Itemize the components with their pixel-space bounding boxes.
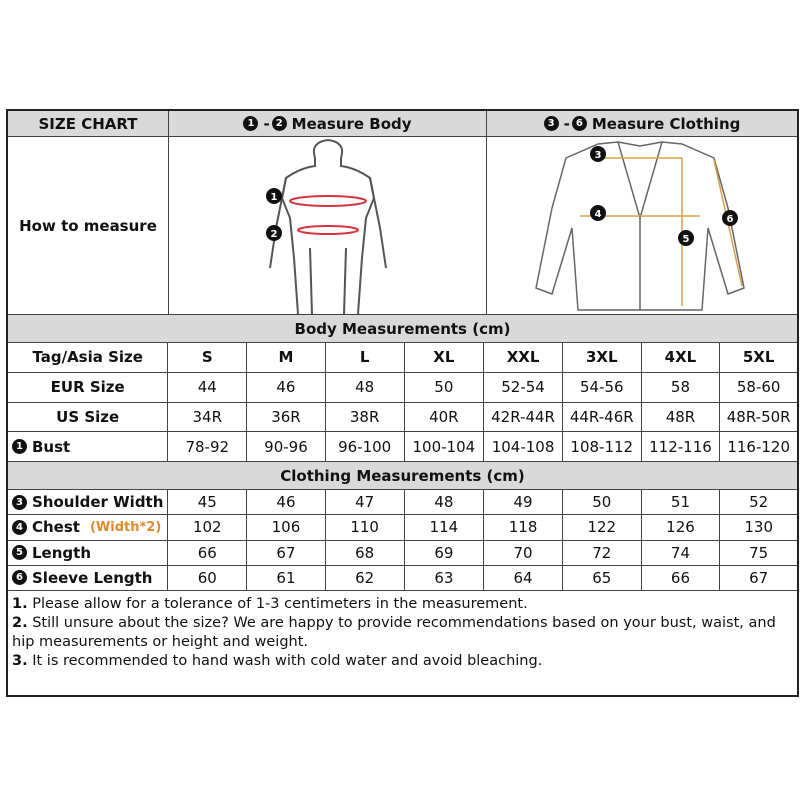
range-separator: -: [263, 114, 270, 133]
table-cell: 48R-50R: [726, 407, 791, 426]
body-diagram: [169, 137, 487, 314]
number-badge-icon: 4: [12, 520, 27, 535]
table-cell: 65: [563, 566, 642, 590]
table-cell: 44R-46R: [563, 403, 642, 432]
table-cell: 69: [405, 541, 485, 565]
table-cell: S: [168, 343, 247, 372]
table-row: [8, 566, 797, 591]
row-label: [8, 343, 168, 372]
table-cell: 58: [642, 373, 721, 402]
row-label: [8, 373, 168, 402]
table-cell: 122: [563, 515, 642, 539]
badge-3-shoulder-text: 3: [594, 149, 602, 161]
table-cell: XL: [405, 343, 485, 372]
table-cell: 44: [168, 373, 247, 402]
row-label-text: Bust: [32, 437, 71, 456]
note-3-text: It is recommended to hand wash with cold water and avoid bleaching.: [27, 653, 543, 669]
row-label: [8, 403, 168, 432]
note-1: [12, 595, 793, 614]
table-cell: M: [247, 343, 326, 372]
table-cell: 108-112: [563, 432, 642, 461]
table-row: [8, 490, 797, 515]
table-cell: XXL: [484, 343, 563, 372]
note-1-text: Please allow for a tolerance of 1-3 centimeters in the measurement.: [27, 596, 528, 612]
table-cell: 70: [484, 541, 563, 565]
table-cell: 38R: [326, 403, 405, 432]
number-badge-icon: 6: [12, 570, 27, 585]
number-badge-icon: 5: [12, 545, 27, 560]
body-measurements-title: Body Measurements (cm): [294, 319, 511, 338]
table-cell: 60: [168, 566, 247, 590]
badge-3: 3: [544, 116, 559, 131]
row-label-text: Length: [32, 543, 91, 562]
table-cell: 5XL: [742, 348, 775, 367]
table-cell: 46: [247, 373, 326, 402]
table-cell: 78-92: [168, 432, 247, 461]
table-cell: 50: [405, 373, 485, 402]
table-cell: 72: [563, 541, 642, 565]
number-badge-icon: 1: [12, 439, 27, 454]
table-cell: 110: [326, 515, 405, 539]
size-chart-table: [6, 109, 799, 697]
table-row: [8, 541, 797, 566]
row-label-text: EUR Size: [50, 378, 125, 397]
table-row: [8, 432, 797, 462]
notes-section: [8, 591, 797, 675]
table-cell: 116-120: [727, 437, 791, 456]
table-cell: 96-100: [326, 432, 405, 461]
table-cell: 48: [405, 490, 485, 514]
note-2-text: Still unsure about the size? We are happy to provide recommendations based on your bust, waist, and hip measurements or height and weight.: [12, 615, 776, 650]
row-label-text: Tag/Asia Size: [32, 348, 143, 367]
table-cell: 58-60: [736, 378, 781, 397]
table-cell: 106: [247, 515, 326, 539]
header-row: [8, 111, 797, 137]
clothing-measurements-title-row: [8, 462, 797, 490]
table-cell: 45: [168, 490, 247, 514]
row-label-text: Chest: [32, 518, 80, 537]
row-label: [8, 490, 168, 514]
badge-1-body-text: 1: [270, 191, 277, 203]
table-cell: 63: [405, 566, 485, 590]
badge-5-length-text: 5: [682, 233, 690, 245]
how-to-measure-row: [8, 137, 797, 315]
note-3: [12, 652, 793, 671]
table-cell: 48: [326, 373, 405, 402]
table-cell: 66: [168, 541, 247, 565]
badge-2-body-text: 2: [270, 228, 277, 240]
row-label: [8, 515, 168, 539]
table-cell: 61: [247, 566, 326, 590]
clothing-diagram: [487, 137, 797, 314]
table-cell: 62: [326, 566, 405, 590]
table-cell: 50: [563, 490, 642, 514]
table-cell: 102: [168, 515, 247, 539]
table-row: [8, 373, 797, 403]
number-badge-icon: 3: [12, 495, 27, 510]
table-cell: 75: [749, 543, 769, 562]
table-cell: 40R: [405, 403, 485, 432]
table-row: [8, 343, 797, 373]
row-label-text: Sleeve Length: [32, 568, 153, 587]
table-cell: 47: [326, 490, 405, 514]
table-cell: 118: [484, 515, 563, 539]
note-2: [12, 614, 793, 652]
table-cell: 64: [484, 566, 563, 590]
measure-body-label: Measure Body: [291, 114, 412, 133]
width-note: (Width*2): [89, 519, 162, 535]
table-cell: 67: [749, 568, 769, 587]
table-cell: 52-54: [484, 373, 563, 402]
table-cell: 104-108: [484, 432, 563, 461]
badge-4-chest-text: 4: [594, 208, 602, 220]
table-cell: L: [326, 343, 405, 372]
table-cell: 112-116: [642, 432, 721, 461]
clothing-measurements-title: Clothing Measurements (cm): [280, 466, 525, 485]
table-cell: 100-104: [405, 432, 485, 461]
table-cell: 66: [642, 566, 721, 590]
table-cell: 34R: [168, 403, 247, 432]
row-label: [8, 432, 168, 461]
table-cell: 90-96: [247, 432, 326, 461]
row-label: [8, 541, 168, 565]
table-cell: 36R: [247, 403, 326, 432]
table-cell: 52: [749, 493, 769, 512]
range-separator: -: [563, 114, 570, 133]
table-cell: 48R: [642, 403, 721, 432]
note-3-number: 3.: [12, 653, 28, 669]
table-cell: 114: [405, 515, 485, 539]
note-2-number: 2.: [12, 615, 28, 631]
table-cell: 49: [484, 490, 563, 514]
note-1-number: 1.: [12, 596, 28, 612]
measure-clothing-header: [487, 111, 797, 136]
cardigan-figure: [488, 138, 796, 314]
body-silhouette-figure: [170, 138, 486, 314]
size-chart-title: SIZE CHART: [8, 111, 169, 136]
row-label: [8, 566, 168, 590]
table-cell: 67: [247, 541, 326, 565]
badge-6: 6: [572, 116, 587, 131]
row-label-text: US Size: [56, 407, 120, 426]
badge-6-sleeve-text: 6: [726, 213, 734, 225]
badge-1: 1: [243, 116, 258, 131]
table-row: [8, 515, 797, 540]
table-cell: 42R-44R: [484, 403, 563, 432]
table-cell: 68: [326, 541, 405, 565]
row-label-text: Shoulder Width: [32, 493, 164, 512]
how-to-measure-label: How to measure: [8, 137, 169, 314]
measure-body-header: [169, 111, 487, 136]
body-measurements-title-row: [8, 315, 797, 343]
table-cell: 46: [247, 490, 326, 514]
measure-clothing-label: Measure Clothing: [591, 114, 741, 133]
table-cell: 3XL: [563, 343, 642, 372]
table-cell: 4XL: [642, 343, 721, 372]
badge-2: 2: [272, 116, 287, 131]
table-cell: 51: [642, 490, 721, 514]
table-cell: 74: [642, 541, 721, 565]
table-cell: 126: [642, 515, 721, 539]
table-cell: 130: [744, 518, 773, 537]
table-row: [8, 403, 797, 433]
table-cell: 54-56: [563, 373, 642, 402]
